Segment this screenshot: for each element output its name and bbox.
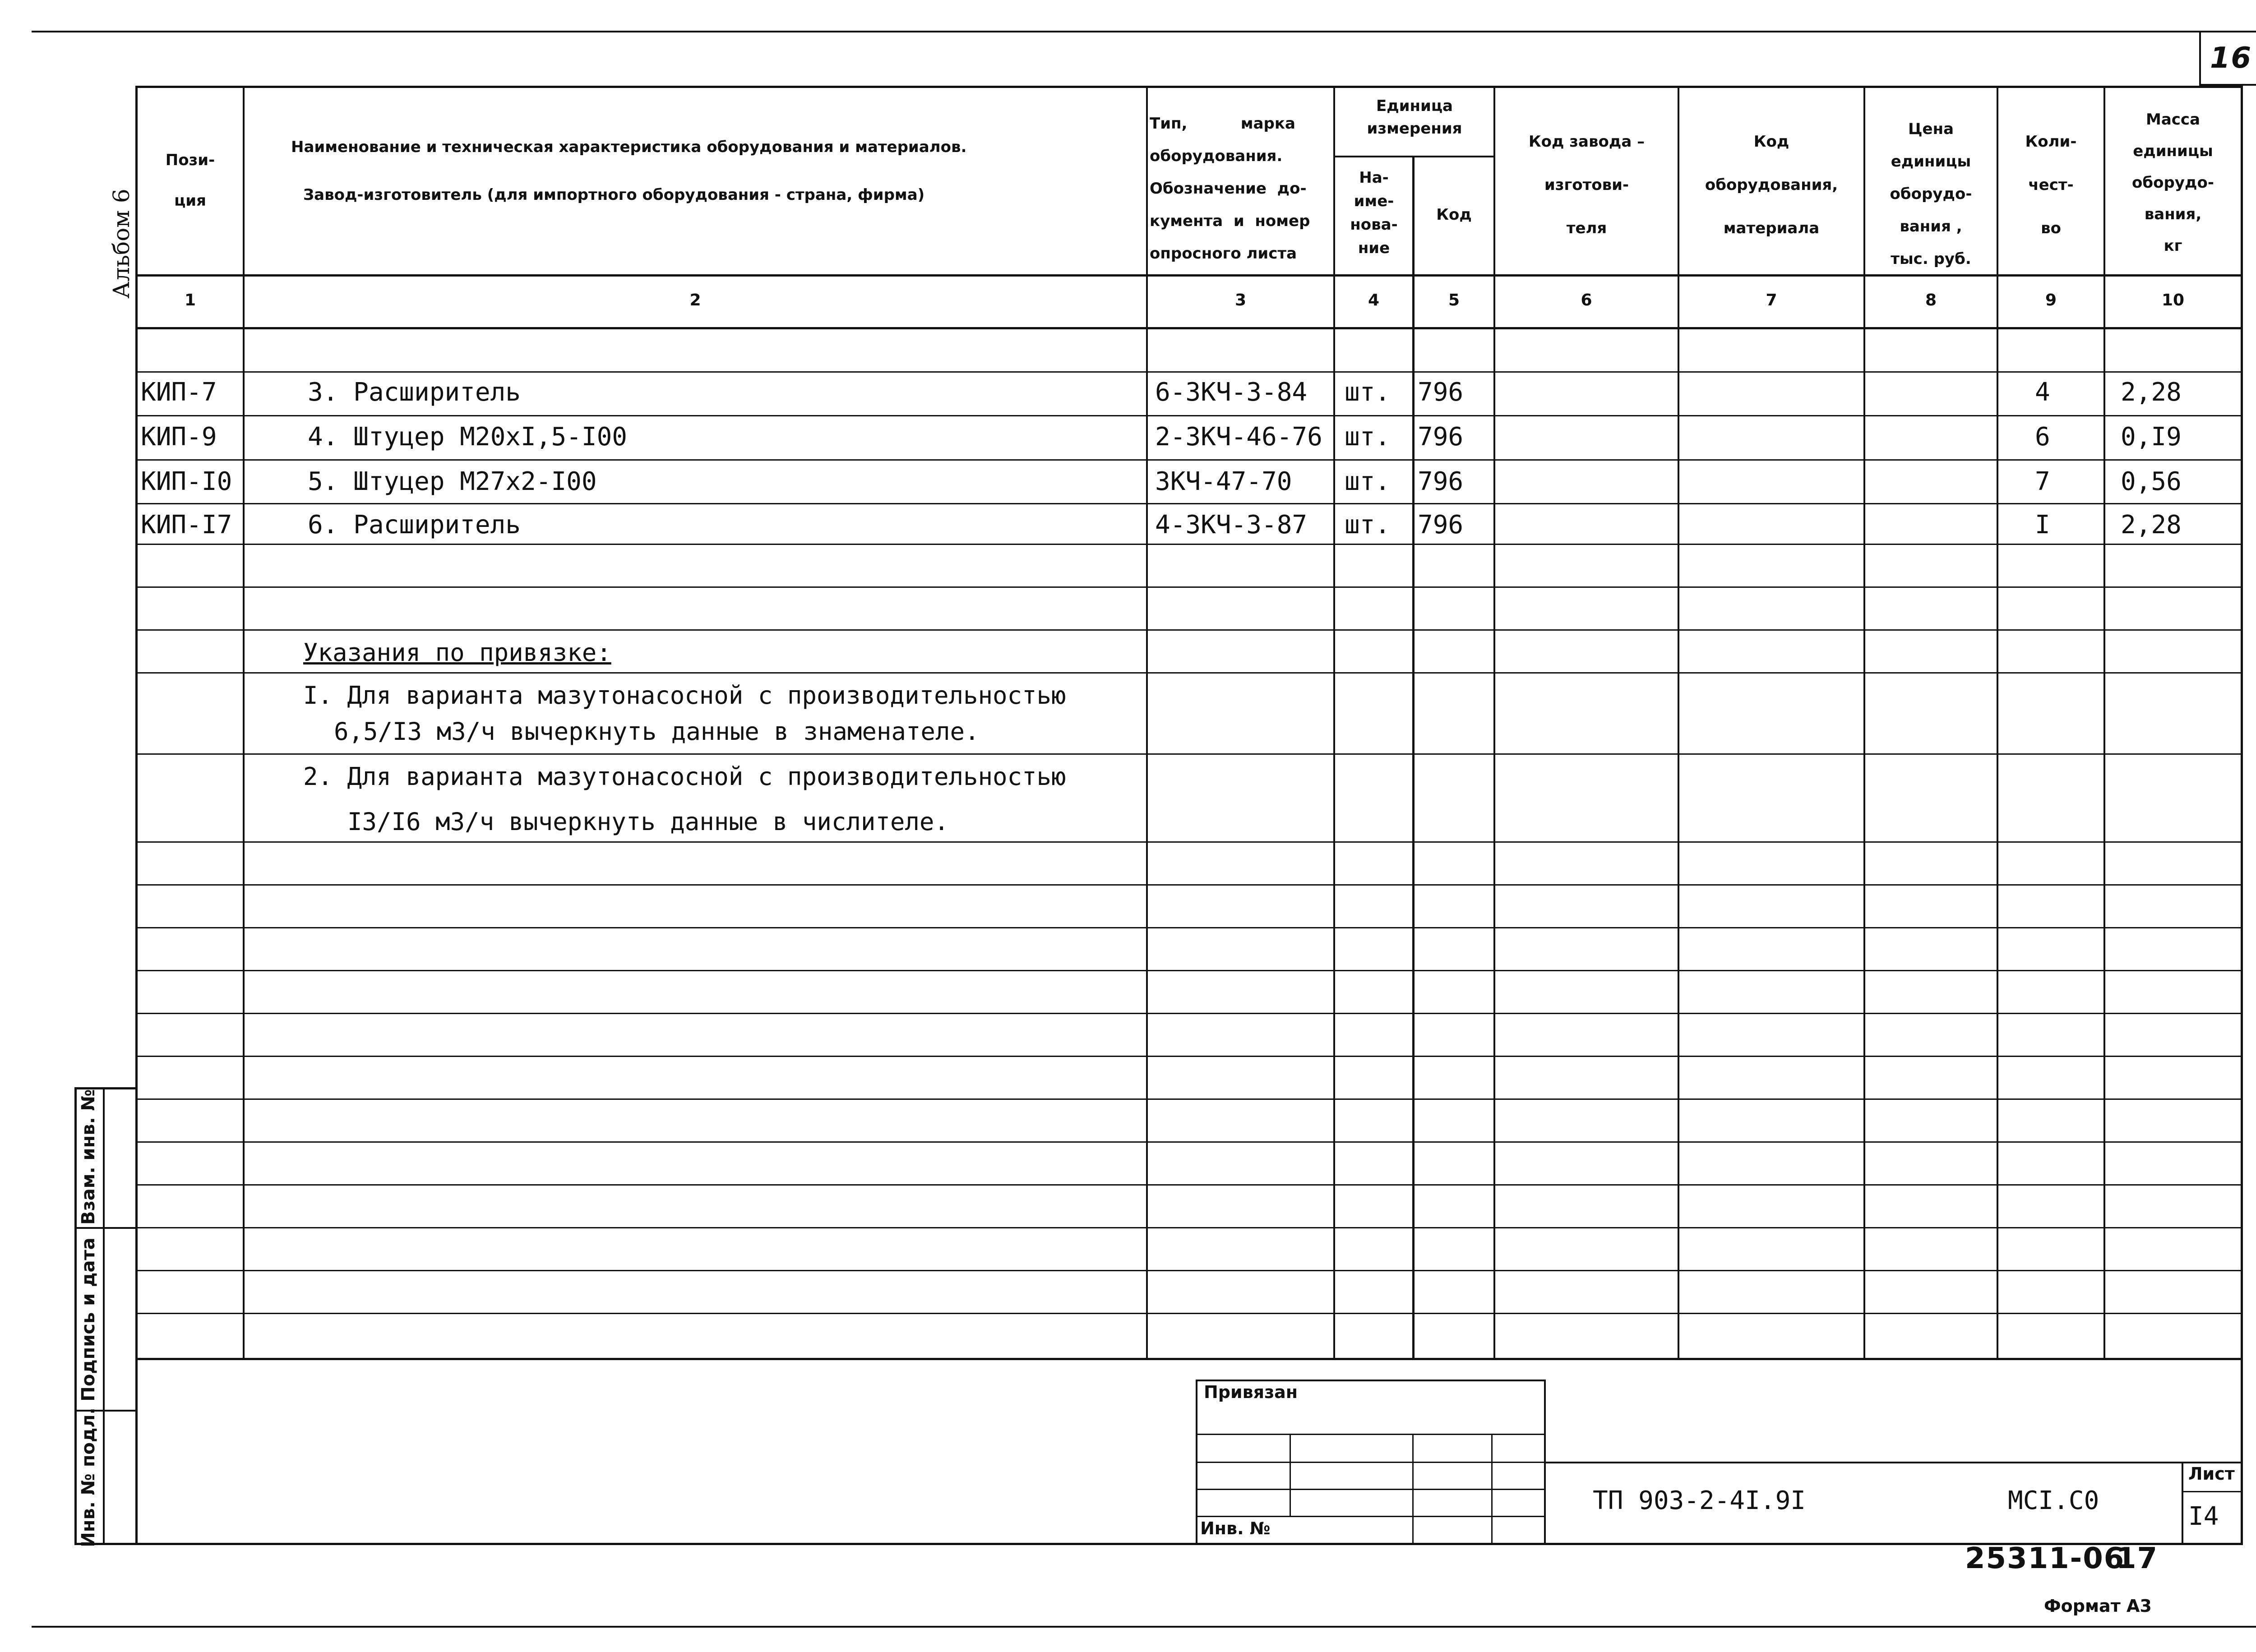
- stamp-signature-date: Подпись и дата: [78, 1237, 99, 1402]
- row-unit-code: 796: [1418, 378, 1464, 407]
- col-number-6: 6: [1581, 291, 1592, 309]
- note-2-line2: I3/I6 м3/ч вычеркнуть данные в числителе.: [347, 808, 949, 836]
- stamp-original-inv: Инв. № подл.: [78, 1407, 99, 1547]
- header-equipment-code: Код оборудования, материала: [1705, 133, 1838, 237]
- row-unit: шт.: [1345, 510, 1391, 540]
- row-unit: шт.: [1345, 467, 1391, 496]
- archive-number: 25311-06: [1965, 1542, 2125, 1575]
- col-number-1: 1: [184, 291, 196, 309]
- row-unit-code: 796: [1418, 467, 1464, 496]
- col-number-9: 9: [2045, 291, 2057, 309]
- document-mark: МСI.С0: [2008, 1486, 2099, 1515]
- row-name: 3. Расширитель: [308, 378, 521, 407]
- row-position: КИП-9: [141, 422, 217, 452]
- row-quantity: 7: [2035, 467, 2050, 496]
- header-price: Цена единицы оборудо- вания , тыс. руб.: [1890, 120, 1972, 268]
- sheet-label: Лист: [2188, 1464, 2235, 1484]
- row-position: КИП-I7: [141, 510, 232, 540]
- row-name: 4. Штуцер М20хI,5-I00: [308, 422, 628, 452]
- col-number-4: 4: [1368, 291, 1380, 309]
- row-mass: 0,I9: [2121, 422, 2182, 452]
- header-name-line1: Наименование и техническая характеристика оборудования и материалов.: [291, 138, 967, 156]
- header-unit-code: Код: [1436, 206, 1472, 224]
- row-mass: 0,56: [2121, 467, 2182, 496]
- note-1-line1: I. Для варианта мазутонасосной с производительностью: [303, 681, 1066, 710]
- top-border-line: [32, 31, 2256, 32]
- inv-no-label: Инв. №: [1200, 1518, 1271, 1538]
- col-number-8: 8: [1925, 291, 1937, 309]
- sheet-number: I4: [2188, 1502, 2219, 1531]
- header-position: Пози- ция: [165, 151, 215, 210]
- row-unit-code: 796: [1418, 422, 1464, 452]
- row-name: 6. Расширитель: [308, 510, 521, 540]
- format-label: Формат А3: [2044, 1596, 2152, 1616]
- col-number-5: 5: [1448, 291, 1460, 309]
- col-number-10: 10: [2161, 291, 2185, 309]
- header-unit-group: Единица измерения: [1367, 97, 1462, 138]
- header-type-mark: Тип, марка оборудования. Обозначение до- кумента и номер опросного листа: [1150, 115, 1310, 263]
- row-document: 3КЧ-47-70: [1155, 467, 1292, 496]
- header-quantity: Коли- чест- во: [2025, 133, 2077, 237]
- row-document: 2-3КЧ-46-76: [1155, 422, 1322, 452]
- col-number-7: 7: [1766, 291, 1777, 309]
- header-unit-name: На- име- нова- ние: [1350, 169, 1398, 257]
- row-mass: 2,28: [2121, 510, 2182, 540]
- row-quantity: 6: [2035, 422, 2050, 452]
- bottom-border-line: [32, 1626, 2256, 1628]
- header-name-line2: Завод-изготовитель (для импортного оборудования - страна, фирма): [303, 186, 925, 204]
- row-quantity: 4: [2035, 378, 2050, 407]
- col-number-3: 3: [1234, 291, 1247, 309]
- row-position: КИП-7: [141, 378, 217, 407]
- row-unit: шт.: [1345, 422, 1391, 452]
- row-document: 6-3КЧ-3-84: [1155, 378, 1308, 407]
- header-factory-code: Код завода – изготови- теля: [1528, 133, 1645, 237]
- note-1-line2: 6,5/I3 м3/ч вычеркнуть данные в знаменателе.: [334, 717, 980, 746]
- document-code: ТП 903-2-4I.9I: [1593, 1486, 1806, 1515]
- col-number-2: 2: [689, 291, 701, 309]
- privyazan-label: Привязан: [1204, 1382, 1298, 1402]
- corner-box-left: [2199, 31, 2201, 85]
- archive-page-number: 17: [2116, 1542, 2159, 1575]
- row-unit-code: 796: [1418, 510, 1464, 540]
- row-position: КИП-I0: [141, 467, 232, 496]
- row-quantity: I: [2035, 510, 2050, 540]
- corner-sheet-number: 16: [2210, 42, 2252, 75]
- row-mass: 2,28: [2121, 378, 2182, 407]
- row-unit: шт.: [1345, 378, 1391, 407]
- album-label: Альбом 6: [108, 189, 134, 299]
- note-2-line1: 2. Для варианта мазутонасосной с производительностью: [303, 762, 1066, 791]
- header-mass: Масса единицы оборудо- вания, кг: [2132, 111, 2214, 255]
- row-document: 4-3КЧ-3-87: [1155, 510, 1308, 540]
- row-name: 5. Штуцер М27х2-I00: [308, 467, 597, 496]
- stamp-replacement-inv: Взам. инв. №: [78, 1089, 99, 1225]
- notes-title: Указания по привязке:: [303, 638, 611, 667]
